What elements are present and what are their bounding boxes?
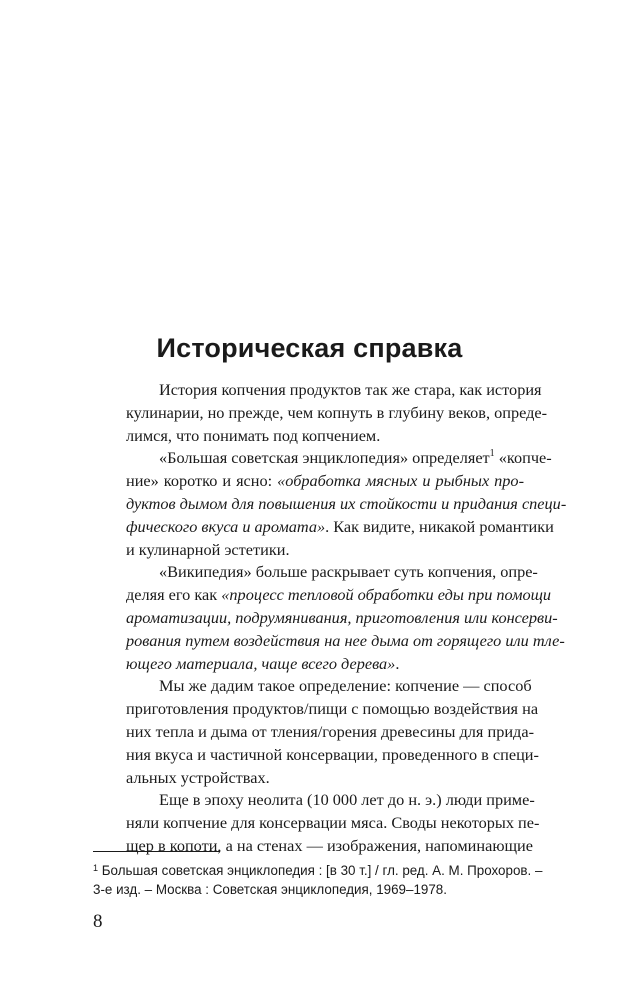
text-run: них тепла и дыма от тления/горения древесины для прида- [126,721,534,741]
text-line [93,539,524,562]
quote-italic: «процесс тепловой обработки еды при помощи [221,585,552,605]
footnote-line [93,859,543,880]
paragraph [93,789,540,857]
text-run: приготовления продуктов/пищи с помощью воздействия на [126,699,539,719]
footnote-reference: 1 [489,447,495,459]
text-line [93,470,524,493]
text-line [93,630,565,653]
text-run: «Большая советская энциклопедия» определяет [159,448,490,468]
quote-italic: фического вкуса и аромата» [126,516,326,536]
text-run: деляя его как [126,585,222,605]
text-run: щер в копоти, а на стенах — изображения, напоминающие [126,835,533,855]
text-run: Еще в эпоху неолита (10 000 лет до н. э.) люди приме- [159,790,535,810]
text-line [93,675,532,698]
text-run: и кулинарной эстетики. [126,539,290,559]
quote-italic: «обработка мясных и рыбных про- [277,471,524,491]
text-line [93,607,558,630]
footnote [93,859,543,899]
paragraph [93,447,567,561]
text-line [93,379,542,402]
text-line [93,835,533,858]
text-line [93,561,538,584]
text-run: . [395,653,400,673]
text-run: «копче- [494,448,552,468]
text-run: лимся, что понимать под копчением. [126,425,381,445]
paragraph [93,561,565,675]
text-run: «Википедия» больше раскрывает суть копчения, опре- [159,562,538,582]
quote-italic: дуктов дымом для повышения их стойкости и придания специ- [126,493,567,513]
text-run: ние» коротко и ясно: [126,471,278,491]
text-run: кулинарии, но прежде, чем копнуть в глубину веков, опреде- [126,402,548,422]
text-line [93,767,524,790]
text-line [93,425,524,448]
text-line [93,653,524,676]
footnote-divider [93,851,220,852]
quote-italic: ароматизации, подрумянивания, приготовления или консерви- [126,607,558,627]
text-line [93,744,539,767]
text-run: ния вкуса и частичной консервации, проведенного в специ- [126,744,539,764]
quote-italic: рования путем воздействия на нее дыма от горящего или тле- [126,630,565,650]
footnote-line [93,880,524,899]
text-run: . Как видите, никакой романтики [325,516,554,536]
paragraph [93,675,539,789]
chapter-title: Историческая справка [156,333,463,363]
text-line [93,812,540,835]
text-run: альных устройствах. [126,767,270,787]
footnote-text: 3-е изд. – Москва : Советская энциклопедия, 1969–1978. [93,882,447,897]
body-text [93,379,567,858]
footnote-text: Большая советская энциклопедия : [в 30 т.] / гл. ред. А. М. Прохоров. – [101,863,543,878]
text-line [93,402,548,425]
quote-italic: ющего материала, чаще всего дерева» [126,653,396,673]
text-line [93,721,534,744]
footnote-mark: 1 [93,863,99,873]
text-run: няли копчение для консервации мяса. Своды некоторых пе- [126,813,540,833]
text-run: История копчения продуктов так же стара, как история [159,380,542,399]
text-run: Мы же дадим такое определение: копчение — способ [159,676,532,696]
text-line [93,516,554,539]
paragraph [93,379,548,447]
text-line [93,584,552,607]
text-line [93,698,539,721]
text-line [93,447,552,470]
text-line [93,493,567,516]
text-line [93,789,535,812]
page-number: 8 [93,911,103,932]
